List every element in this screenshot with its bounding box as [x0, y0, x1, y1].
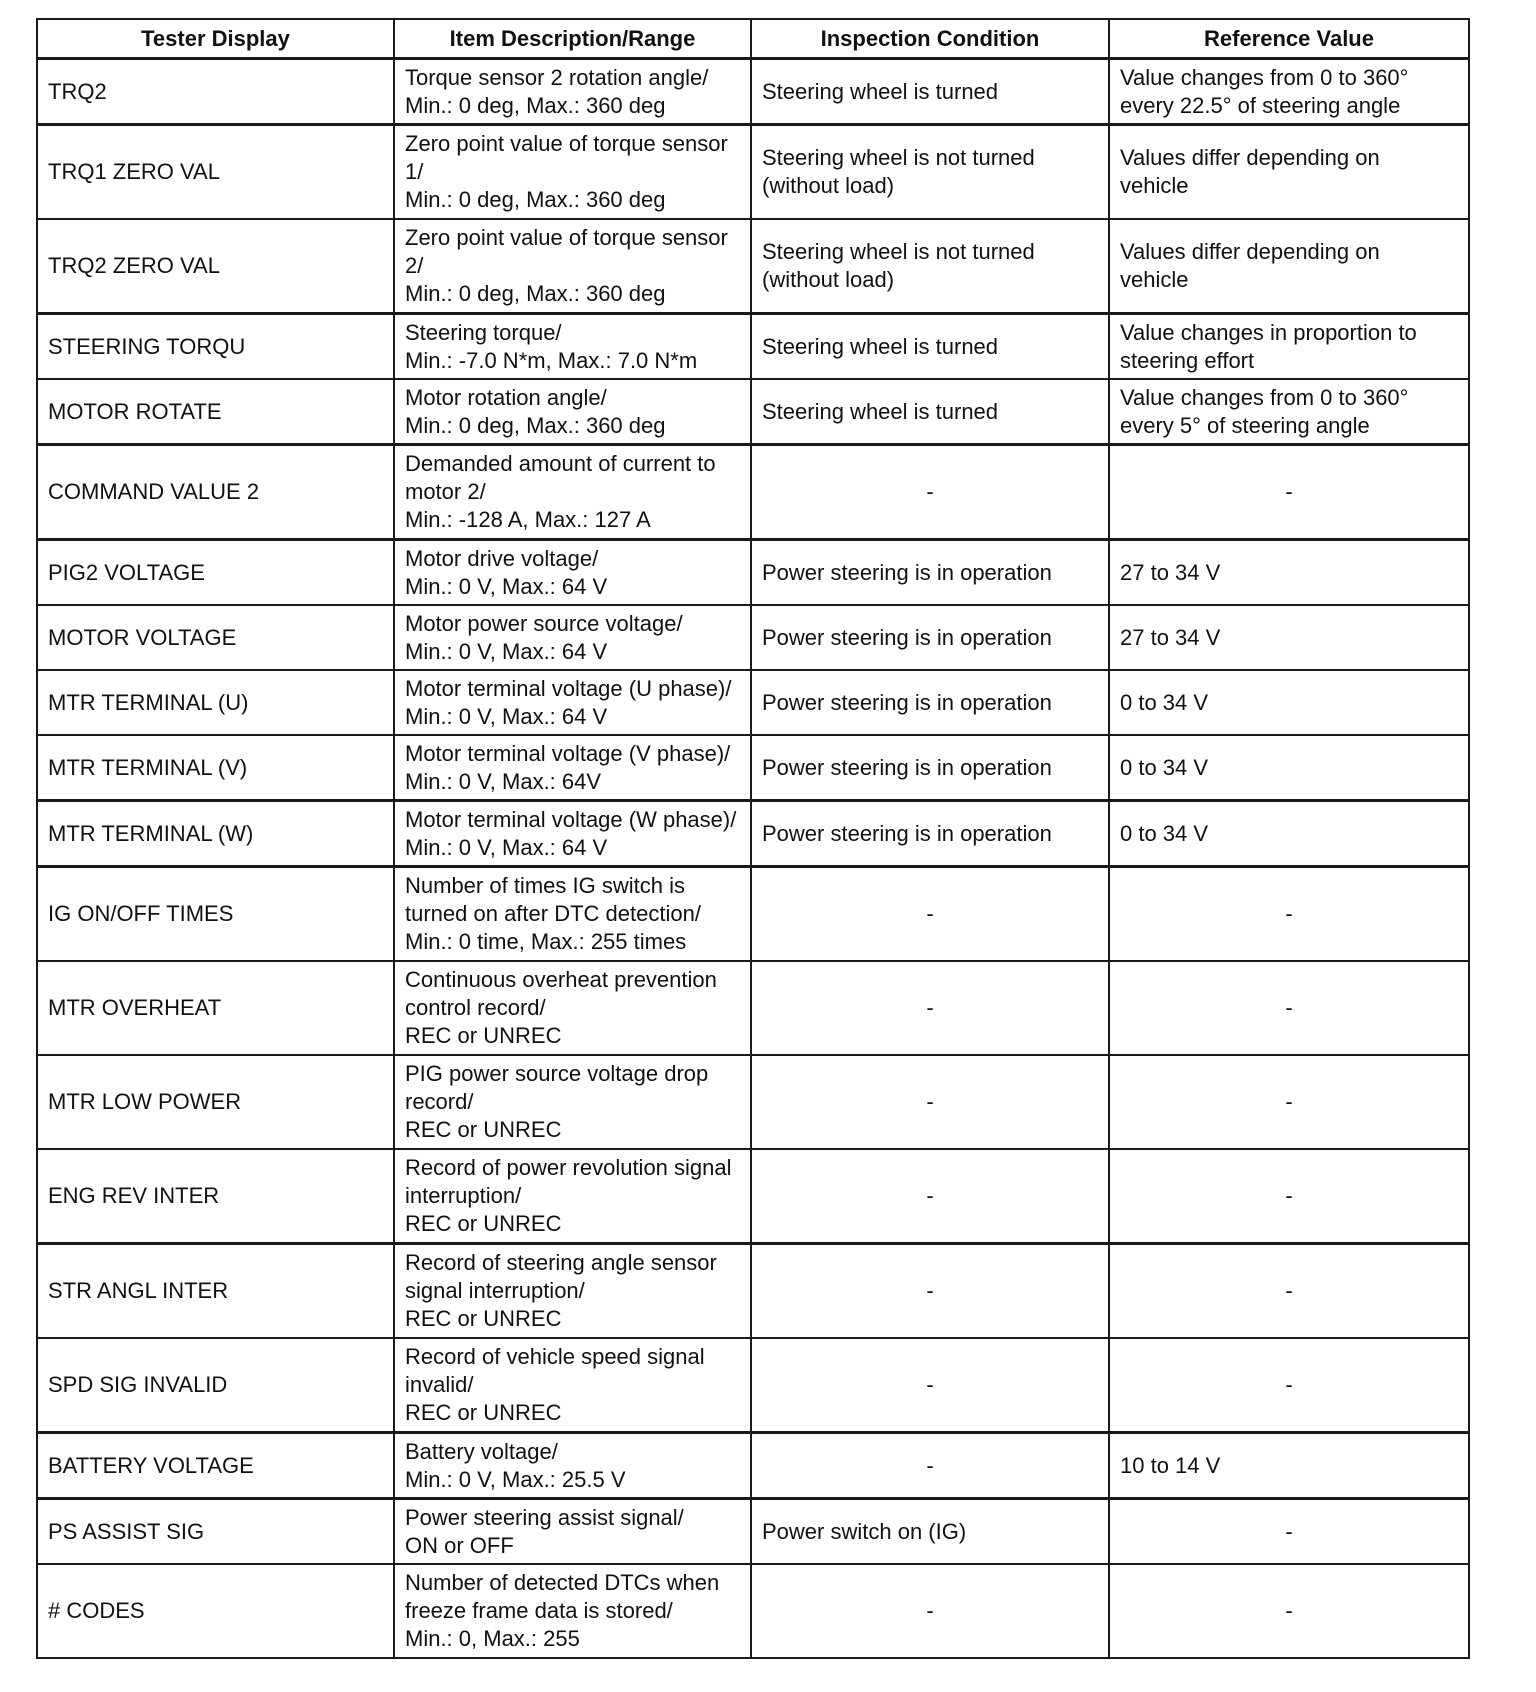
reference-value-cell: [1109, 961, 1469, 1055]
item-description-cell-line: REC or UNREC: [405, 1306, 562, 1331]
item-description-cell-line: Torque sensor 2 rotation angle/: [405, 64, 709, 90]
item-description-cell: [394, 1149, 751, 1244]
reference-value-cell-line: Values differ depending on: [1120, 239, 1380, 264]
inspection-condition-cell-line: Steering wheel is turned: [762, 78, 999, 104]
tester-display-cell: PIG2 VOLTAGE: [37, 540, 394, 606]
reference-value-cell-line: 0 to 34 V: [1120, 754, 1209, 780]
tester-display-cell: MOTOR ROTATE: [37, 379, 394, 445]
item-description-cell-line: REC or UNREC: [405, 1211, 562, 1236]
tester-display-cell: PS ASSIST SIG: [37, 1499, 394, 1565]
table-row: [37, 540, 1469, 606]
item-description-cell: [394, 670, 751, 735]
item-description-cell-line: 1/: [405, 159, 424, 184]
item-description-cell-line: Zero point value of torque sensor: [405, 131, 728, 156]
inspection-condition-cell-line: Power steering is in operation: [762, 559, 1052, 585]
reference-value-cell: [1109, 605, 1469, 670]
tester-display-cell: STEERING TORQU: [37, 314, 394, 380]
item-description-cell: [394, 605, 751, 670]
item-description-cell-line: ON or OFF: [405, 1532, 514, 1558]
item-description-cell-line: Min.: 0 time, Max.: 255 times: [405, 929, 687, 954]
table-row: [37, 1149, 1469, 1244]
item-description-cell-line: REC or UNREC: [405, 1400, 562, 1425]
item-description-cell-line: Motor terminal voltage (V phase)/: [405, 740, 731, 766]
inspection-condition-cell-line: (without load): [762, 267, 895, 292]
item-description-cell-line: Min.: 0 V, Max.: 64 V: [405, 703, 608, 729]
inspection-condition-cell: [751, 59, 1109, 125]
inspection-condition-cell: [751, 540, 1109, 606]
tester-display-cell: STR ANGL INTER: [37, 1244, 394, 1339]
item-description-cell: [394, 1244, 751, 1339]
item-description-cell: [394, 540, 751, 606]
reference-value-cell: [1109, 1499, 1469, 1565]
item-description-cell-line: Record of power revolution signal: [405, 1155, 732, 1180]
inspection-condition-cell: [751, 379, 1109, 445]
item-description-cell-line: Min.: -128 A, Max.: 127 A: [405, 507, 651, 532]
item-description-cell-line: Motor power source voltage/: [405, 610, 683, 636]
item-description-cell: [394, 1564, 751, 1658]
inspection-condition-cell: [751, 125, 1109, 220]
table-row: [37, 59, 1469, 125]
tester-display-cell: # CODES: [37, 1564, 394, 1658]
reference-value-cell: [1109, 1564, 1469, 1658]
item-description-cell-line: Min.: 0 deg, Max.: 360 deg: [405, 187, 666, 212]
table-row: [37, 735, 1469, 801]
header-item-description: Item Description/Range: [394, 19, 751, 59]
item-description-cell-line: turned on after DTC detection/: [405, 901, 701, 926]
item-description-cell-line: 2/: [405, 253, 424, 278]
item-description-cell-line: Motor rotation angle/: [405, 384, 607, 410]
table-row: [37, 314, 1469, 380]
item-description-cell-line: REC or UNREC: [405, 1117, 562, 1142]
reference-value-cell-line: every 5° of steering angle: [1120, 412, 1370, 438]
inspection-condition-cell: [751, 867, 1109, 962]
inspection-condition-cell: [751, 314, 1109, 380]
item-description-cell-line: invalid/: [405, 1372, 474, 1397]
inspection-condition-cell: [751, 1433, 1109, 1499]
inspection-condition-cell-line: -: [926, 901, 934, 926]
item-description-cell-line: record/: [405, 1089, 474, 1114]
item-description-cell-line: Min.: 0, Max.: 255: [405, 1626, 580, 1651]
inspection-condition-cell: [751, 735, 1109, 801]
table-row: [37, 1499, 1469, 1565]
inspection-condition-cell-line: Steering wheel is not turned: [762, 239, 1035, 264]
reference-value-cell: [1109, 735, 1469, 801]
table-row: [37, 961, 1469, 1055]
inspection-condition-cell: [751, 670, 1109, 735]
item-description-cell-line: Min.: 0 deg, Max.: 360 deg: [405, 92, 666, 118]
item-description-cell-line: freeze frame data is stored/: [405, 1598, 673, 1623]
inspection-condition-cell-line: -: [926, 1278, 934, 1303]
inspection-condition-cell-line: Power steering is in operation: [762, 689, 1052, 715]
item-description-cell: [394, 867, 751, 962]
inspection-condition-cell-line: -: [926, 1372, 934, 1397]
reference-value-cell: [1109, 125, 1469, 220]
reference-value-cell-line: -: [1285, 901, 1293, 926]
inspection-condition-cell-line: Power switch on (IG): [762, 1518, 967, 1544]
reference-value-cell: [1109, 1433, 1469, 1499]
tester-display-cell: BATTERY VOLTAGE: [37, 1433, 394, 1499]
reference-value-cell: [1109, 219, 1469, 314]
reference-value-cell: [1109, 445, 1469, 540]
reference-value-cell-line: Value changes in proportion to: [1120, 319, 1417, 345]
reference-value-cell: [1109, 867, 1469, 962]
reference-value-cell-line: Value changes from 0 to 360°: [1120, 64, 1409, 90]
tester-display-cell: MTR TERMINAL (V): [37, 735, 394, 801]
inspection-condition-cell-line: -: [926, 479, 934, 504]
item-description-cell-line: PIG power source voltage drop: [405, 1061, 709, 1086]
table-row: [37, 379, 1469, 445]
table-row: [37, 605, 1469, 670]
header-tester-display: Tester Display: [37, 19, 394, 59]
item-description-cell-line: Min.: 0 deg, Max.: 360 deg: [405, 281, 666, 306]
table-row: [37, 867, 1469, 962]
inspection-condition-cell: [751, 1149, 1109, 1244]
table-row: [37, 1433, 1469, 1499]
item-description-cell: [394, 801, 751, 867]
item-description-cell: [394, 379, 751, 445]
reference-value-cell: [1109, 540, 1469, 606]
item-description-cell-line: Motor terminal voltage (W phase)/: [405, 806, 737, 832]
reference-value-cell-line: -: [1285, 1183, 1293, 1208]
table-row: [37, 219, 1469, 314]
reference-value-cell-line: 10 to 14 V: [1120, 1452, 1221, 1478]
item-description-cell-line: interruption/: [405, 1183, 522, 1208]
reference-value-cell-line: -: [1285, 995, 1293, 1020]
inspection-condition-cell-line: -: [926, 1183, 934, 1208]
inspection-condition-cell: [751, 605, 1109, 670]
tester-display-cell: MTR TERMINAL (W): [37, 801, 394, 867]
item-description-cell: [394, 1338, 751, 1433]
inspection-condition-cell-line: Steering wheel is not turned: [762, 145, 1035, 170]
table-row: [37, 1055, 1469, 1149]
inspection-condition-cell-line: Power steering is in operation: [762, 754, 1052, 780]
tester-display-cell: TRQ2: [37, 59, 394, 125]
reference-value-cell-line: 27 to 34 V: [1120, 624, 1221, 650]
inspection-condition-cell: [751, 219, 1109, 314]
header-inspection-condition: Inspection Condition: [751, 19, 1109, 59]
item-description-cell-line: Min.: 0 V, Max.: 25.5 V: [405, 1466, 626, 1492]
reference-value-cell: [1109, 670, 1469, 735]
item-description-cell-line: REC or UNREC: [405, 1023, 562, 1048]
header-reference-value: Reference Value: [1109, 19, 1469, 59]
inspection-condition-cell: [751, 1338, 1109, 1433]
reference-value-cell-line: -: [1285, 1372, 1293, 1397]
item-description-cell: [394, 59, 751, 125]
inspection-condition-cell: [751, 961, 1109, 1055]
item-description-cell-line: motor 2/: [405, 479, 486, 504]
table-row: [37, 445, 1469, 540]
reference-value-cell: [1109, 314, 1469, 380]
item-description-cell: [394, 125, 751, 220]
reference-value-cell: [1109, 1338, 1469, 1433]
reference-value-cell: [1109, 1149, 1469, 1244]
item-description-cell-line: Continuous overheat prevention: [405, 967, 717, 992]
item-description-cell-line: Record of steering angle sensor: [405, 1250, 717, 1275]
reference-value-cell-line: -: [1285, 1518, 1293, 1544]
reference-value-cell-line: -: [1285, 479, 1293, 504]
tester-display-cell: MTR LOW POWER: [37, 1055, 394, 1149]
tester-display-cell: SPD SIG INVALID: [37, 1338, 394, 1433]
item-description-cell-line: control record/: [405, 995, 546, 1020]
inspection-condition-cell-line: -: [926, 995, 934, 1020]
inspection-condition-cell-line: Steering wheel is turned: [762, 333, 999, 359]
item-description-cell-line: Power steering assist signal/: [405, 1504, 684, 1530]
inspection-condition-cell-line: Steering wheel is turned: [762, 398, 999, 424]
item-description-cell-line: Motor terminal voltage (U phase)/: [405, 675, 732, 701]
item-description-cell: [394, 961, 751, 1055]
item-description-cell: [394, 1499, 751, 1565]
reference-value-cell-line: vehicle: [1120, 173, 1189, 198]
inspection-condition-cell: [751, 445, 1109, 540]
reference-value-cell-line: steering effort: [1120, 347, 1255, 373]
tester-display-cell: IG ON/OFF TIMES: [37, 867, 394, 962]
tester-display-cell: MTR TERMINAL (U): [37, 670, 394, 735]
item-description-cell-line: Min.: 0 deg, Max.: 360 deg: [405, 412, 666, 438]
item-description-cell-line: Steering torque/: [405, 319, 562, 345]
inspection-condition-cell-line: Power steering is in operation: [762, 820, 1052, 846]
tester-display-cell: MOTOR VOLTAGE: [37, 605, 394, 670]
reference-value-cell: [1109, 379, 1469, 445]
tester-display-cell: TRQ2 ZERO VAL: [37, 219, 394, 314]
inspection-condition-cell-line: -: [926, 1089, 934, 1114]
item-description-cell-line: Min.: 0 V, Max.: 64 V: [405, 834, 608, 860]
inspection-condition-cell-line: -: [926, 1452, 934, 1478]
item-description-cell: [394, 219, 751, 314]
item-description-cell: [394, 445, 751, 540]
item-description-cell-line: Min.: 0 V, Max.: 64 V: [405, 638, 608, 664]
item-description-cell-line: Number of times IG switch is: [405, 873, 685, 898]
table-body: [37, 59, 1469, 1659]
inspection-condition-cell-line: (without load): [762, 173, 895, 198]
inspection-condition-cell: [751, 801, 1109, 867]
reference-value-cell: [1109, 1055, 1469, 1149]
tester-display-cell: COMMAND VALUE 2: [37, 445, 394, 540]
item-description-cell-line: Number of detected DTCs when: [405, 1570, 720, 1595]
item-description-cell: [394, 735, 751, 801]
reference-value-cell-line: 0 to 34 V: [1120, 689, 1209, 715]
table-row: [37, 1564, 1469, 1658]
table-header-row: [37, 19, 1469, 59]
reference-value-cell: [1109, 801, 1469, 867]
tester-display-cell: TRQ1 ZERO VAL: [37, 125, 394, 220]
tester-display-cell: MTR OVERHEAT: [37, 961, 394, 1055]
table-row: [37, 670, 1469, 735]
table-row: [37, 125, 1469, 220]
item-description-cell: [394, 314, 751, 380]
item-description-cell-line: Min.: -7.0 N*m, Max.: 7.0 N*m: [405, 347, 698, 373]
table-row: [37, 1338, 1469, 1433]
item-description-cell-line: Record of vehicle speed signal: [405, 1344, 705, 1369]
inspection-condition-cell: [751, 1499, 1109, 1565]
reference-value-cell-line: Values differ depending on: [1120, 145, 1380, 170]
reference-value-cell-line: vehicle: [1120, 267, 1189, 292]
item-description-cell-line: signal interruption/: [405, 1278, 585, 1303]
reference-value-cell-line: 0 to 34 V: [1120, 820, 1209, 846]
item-description-cell-line: Motor drive voltage/: [405, 545, 599, 571]
inspection-condition-cell: [751, 1244, 1109, 1339]
inspection-condition-cell-line: -: [926, 1598, 934, 1623]
reference-value-cell-line: -: [1285, 1598, 1293, 1623]
item-description-cell: [394, 1055, 751, 1149]
item-description-cell-line: Min.: 0 V, Max.: 64V: [405, 768, 602, 794]
item-description-cell-line: Battery voltage/: [405, 1438, 558, 1464]
table-row: [37, 1244, 1469, 1339]
reference-value-cell-line: every 22.5° of steering angle: [1120, 92, 1401, 118]
reference-value-cell: [1109, 59, 1469, 125]
tester-display-cell: ENG REV INTER: [37, 1149, 394, 1244]
inspection-condition-cell: [751, 1055, 1109, 1149]
inspection-condition-cell: [751, 1564, 1109, 1658]
item-description-cell-line: Min.: 0 V, Max.: 64 V: [405, 573, 608, 599]
item-description-cell-line: Zero point value of torque sensor: [405, 225, 728, 250]
item-description-cell-line: Demanded amount of current to: [405, 451, 716, 476]
table-row: [37, 801, 1469, 867]
reference-value-cell: [1109, 1244, 1469, 1339]
reference-value-cell-line: 27 to 34 V: [1120, 559, 1221, 585]
reference-value-cell-line: -: [1285, 1278, 1293, 1303]
item-description-cell: [394, 1433, 751, 1499]
inspection-condition-cell-line: Power steering is in operation: [762, 624, 1052, 650]
reference-value-cell-line: Value changes from 0 to 360°: [1120, 384, 1409, 410]
reference-value-cell-line: -: [1285, 1089, 1293, 1114]
data-list-table: [36, 18, 1470, 1659]
